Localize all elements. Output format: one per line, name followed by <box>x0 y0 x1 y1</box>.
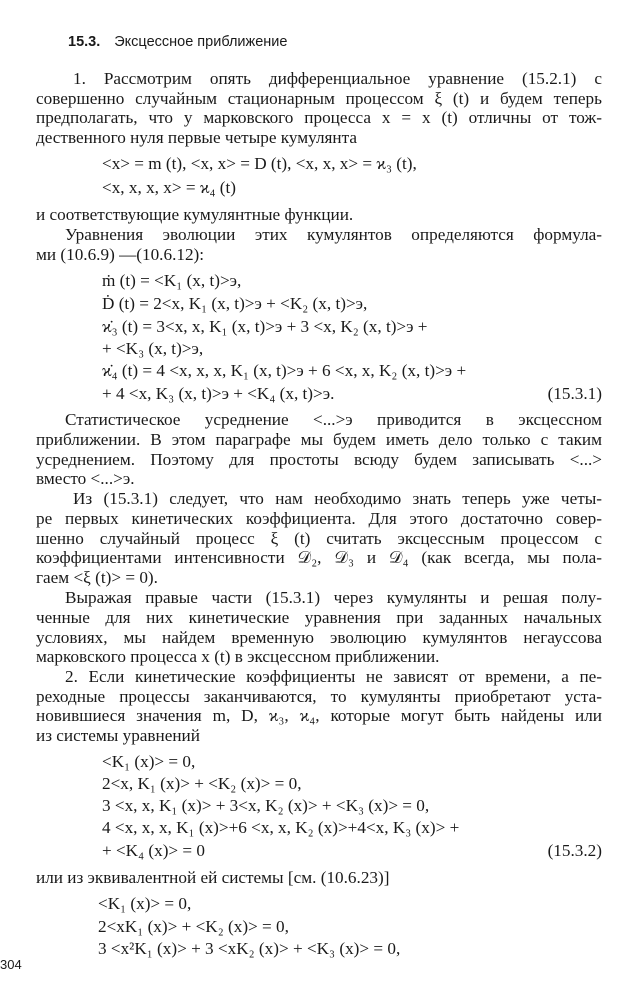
equation-number: (15.3.2) <box>547 841 602 860</box>
text-line: гаем <ξ (t)> = 0). <box>36 568 158 587</box>
text-line: ре первых кинетических коэффициента. Для этого достаточно совер- <box>36 509 602 528</box>
text-line: Из (15.3.1) следует, что нам необходимо знать теперь уже четы- <box>73 489 602 508</box>
equation-line: 2<xK₁ (x)> + <K₂ (x)> = 0, <box>98 917 289 936</box>
text-line: марковского процесса x (t) в эксцессном приближении. <box>36 647 440 666</box>
text-line: ми (10.6.9) —(10.6.12): <box>36 245 205 264</box>
equation-line: 3 <x, x, K₁ (x)> + 3<x, K₂ (x)> + <K₃ (x)> = 0, <box>102 796 430 815</box>
text-line: или из эквивалентной ей системы [см. (10.6.23)] <box>36 868 390 887</box>
equation-line: Ḋ (t) = 2<x, K₁ (x, t)>э + <K₂ (x, t)>э, <box>102 294 368 313</box>
section-title: Эксцессное приближение <box>114 34 288 50</box>
text-line: совершенно случайным стационарным процессом ξ (t) и будем теперь <box>36 89 602 108</box>
equation-line: <x, x, x, x> = ϰ₄ (t) <box>102 178 236 197</box>
text-line: 1. Рассмотрим опять дифференциальное уравнение (15.2.1) с <box>73 69 602 88</box>
text-line: Выражая правые части (15.3.1) через кумулянты и решая полу- <box>65 588 602 607</box>
text-line: коэффициентами интенсивности 𝒟₂, 𝒟₃ и 𝒟₄ (как всегда, мы пола- <box>36 548 602 567</box>
text-line: Уравнения эволюции этих кумулянтов определяются формула- <box>65 225 602 244</box>
text-line: дественного нуля первые четыре кумулянта <box>36 128 357 147</box>
equation-line: <x> = m (t), <x, x> = D (t), <x, x, x> = ϰ₃ (t), <box>102 154 417 173</box>
text-line: и соответствующие кумулянтные функции. <box>36 205 354 224</box>
text-line: реходные процессы заканчиваются, то кумулянты приобретают уста- <box>36 687 602 706</box>
text-line: предполагать, что у марковского процесса x = x (t) отличны от тож- <box>36 108 602 127</box>
equation-line: <K₁ (x)> = 0, <box>98 894 192 913</box>
text-line: 2. Если кинетические коэффициенты не зависят от времени, а пе- <box>65 667 602 686</box>
text-line: усреднением. Поэтому для простоты всюду будем записывать <...> <box>36 450 602 469</box>
equation-line: 2<x, K₁ (x)> + <K₂ (x)> = 0, <box>102 774 302 793</box>
text-line: из системы уравнений <box>36 726 200 745</box>
equation-line: ϰ̇₄ (t) = 4 <x, x, x, K₁ (x, t)>э + 6 <x, x, K₂ (x, t)>э + <box>102 361 467 380</box>
equation-line: + 4 <x, K₃ (x, t)>э + <K₄ (x, t)>э. <box>102 384 335 403</box>
text-line: ченные для них кинетические уравнения при заданных начальных <box>36 608 602 627</box>
section-number: 15.3. <box>68 34 101 50</box>
text-line: условиях, мы найдем временную эволюцию кумулянтов негауссова <box>36 628 602 647</box>
text-line: новившиеся значения m, D, ϰ₃, ϰ₄, которые могут быть найдены или <box>36 706 602 725</box>
text-line: приближении. В этом параграфе мы будем иметь дело только с таким <box>36 430 602 449</box>
equation-line: ϰ̇₃ (t) = 3<x, x, K₁ (x, t)>э + 3 <x, K₂ (x, t)>э + <box>102 317 428 336</box>
equation-line: 4 <x, x, x, K₁ (x)>+6 <x, x, K₂ (x)>+4<x, K₃ (x)> + <box>102 818 460 837</box>
equation-line: 3 <x²K₁ (x)> + 3 <xK₂ (x)> + <K₃ (x)> = 0, <box>98 939 401 958</box>
equation-line: <K₁ (x)> = 0, <box>102 752 196 771</box>
text-line: шенно случайный процесс ξ (t) считать эксцессным процессом с <box>36 529 602 548</box>
equation-number: (15.3.1) <box>547 384 602 403</box>
equation-line: + <K₃ (x, t)>э, <box>102 339 204 358</box>
text-line: Статистическое усреднение <...>э приводится в эксцессном <box>65 410 602 429</box>
equation-line: ṁ (t) = <K₁ (x, t)>э, <box>102 271 242 290</box>
text-line: вместо <...>э. <box>36 469 135 488</box>
equation-line: + <K₄ (x)> = 0 <box>102 841 205 860</box>
section-heading <box>68 34 287 50</box>
page-number: 304 <box>0 957 22 972</box>
